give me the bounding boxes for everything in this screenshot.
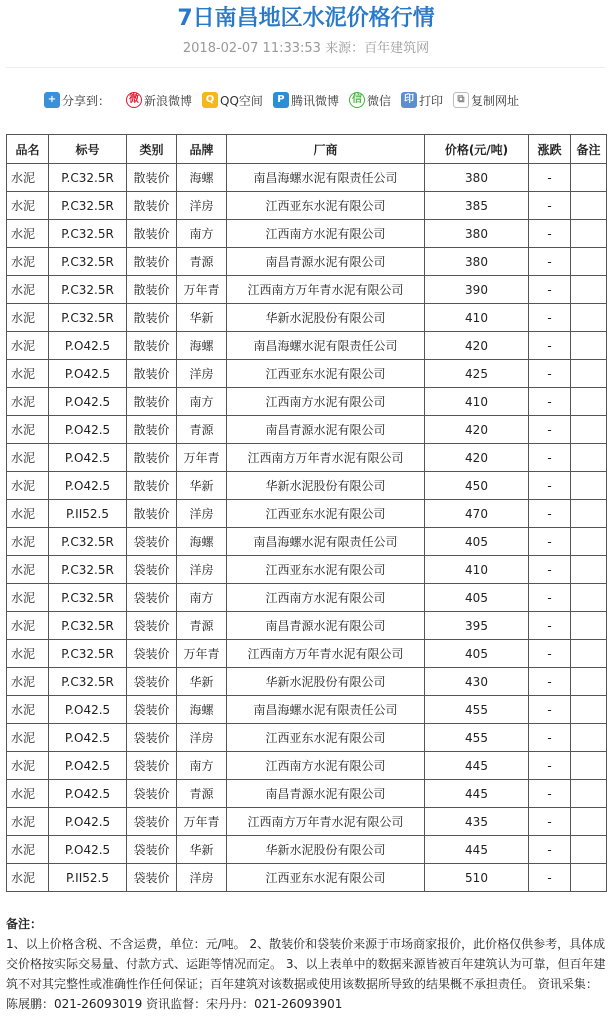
cell-price: 380: [425, 220, 529, 248]
cell-category: 散装价: [127, 276, 177, 304]
wechat-icon: 信: [349, 92, 365, 108]
share-tencent-weibo-label: 腾讯微博: [290, 93, 339, 108]
cell-product: 水泥: [7, 724, 49, 752]
cell-manufacturer: 南昌青源水泥有限公司: [227, 416, 425, 444]
cell-category: 袋装价: [127, 528, 177, 556]
share-qzone-button[interactable]: [202, 92, 263, 109]
cell-brand: 青源: [177, 780, 227, 808]
cell-brand: 南方: [177, 220, 227, 248]
cell-grade: P.C32.5R: [49, 640, 127, 668]
cell-remark: [571, 668, 607, 696]
cell-remark: [571, 528, 607, 556]
cell-product: 水泥: [7, 696, 49, 724]
cell-grade: P.O42.5: [49, 360, 127, 388]
share-tencent-weibo-button[interactable]: [273, 92, 339, 109]
cell-category: 袋装价: [127, 640, 177, 668]
cell-remark: [571, 780, 607, 808]
cell-price: 380: [425, 248, 529, 276]
cell-grade: P.C32.5R: [49, 276, 127, 304]
notes-title: 备注：: [6, 917, 43, 931]
cell-category: 散装价: [127, 388, 177, 416]
print-icon: 印: [401, 92, 417, 108]
cell-grade: P.O42.5: [49, 472, 127, 500]
print-button[interactable]: [401, 92, 443, 109]
cell-category: 袋装价: [127, 612, 177, 640]
page-title: 7日南昌地区水泥价格行情: [177, 6, 435, 31]
cell-product: 水泥: [7, 332, 49, 360]
header-divider: [6, 67, 606, 68]
share-wechat-label: 微信: [366, 93, 391, 108]
cell-brand: 华新: [177, 668, 227, 696]
cell-manufacturer: 南昌海螺水泥有限责任公司: [227, 164, 425, 192]
table-row: [7, 724, 607, 752]
cell-price: 455: [425, 696, 529, 724]
cell-change: -: [529, 808, 571, 836]
cell-price: 410: [425, 556, 529, 584]
cell-product: 水泥: [7, 808, 49, 836]
cell-grade: P.C32.5R: [49, 668, 127, 696]
cell-price: 430: [425, 668, 529, 696]
table-row: [7, 304, 607, 332]
cell-category: 散装价: [127, 248, 177, 276]
col-header-change: 涨跌: [529, 135, 571, 164]
cell-category: 散装价: [127, 332, 177, 360]
cell-grade: P.C32.5R: [49, 304, 127, 332]
cell-change: -: [529, 500, 571, 528]
cell-manufacturer: 江西南方水泥有限公司: [227, 220, 425, 248]
cell-change: -: [529, 696, 571, 724]
table-row: [7, 752, 607, 780]
cell-remark: [571, 220, 607, 248]
cell-change: -: [529, 472, 571, 500]
table-row: [7, 528, 607, 556]
copy-link-label: 复制网址: [470, 93, 519, 108]
table-row: [7, 640, 607, 668]
cell-brand: 青源: [177, 416, 227, 444]
cell-remark: [571, 584, 607, 612]
cell-grade: P.O42.5: [49, 332, 127, 360]
qzone-icon: Q: [202, 92, 218, 108]
cell-grade: P.O42.5: [49, 808, 127, 836]
table-row: [7, 556, 607, 584]
cell-brand: 万年青: [177, 640, 227, 668]
cell-grade: P.O42.5: [49, 696, 127, 724]
cell-manufacturer: 南昌海螺水泥有限责任公司: [227, 696, 425, 724]
cell-manufacturer: 江西亚东水泥有限公司: [227, 500, 425, 528]
cell-manufacturer: 江西南方水泥有限公司: [227, 388, 425, 416]
cell-category: 散装价: [127, 304, 177, 332]
print-label: 打印: [418, 93, 443, 108]
cell-category: 袋装价: [127, 724, 177, 752]
cell-brand: 南方: [177, 752, 227, 780]
cell-brand: 海螺: [177, 164, 227, 192]
col-header-grade: 标号: [49, 135, 127, 164]
cell-category: 散装价: [127, 500, 177, 528]
cell-price: 385: [425, 192, 529, 220]
cell-category: 散装价: [127, 416, 177, 444]
table-row: [7, 276, 607, 304]
cell-category: 散装价: [127, 360, 177, 388]
table-row: [7, 220, 607, 248]
cell-manufacturer: 江西亚东水泥有限公司: [227, 556, 425, 584]
cell-manufacturer: 江西南方万年青水泥有限公司: [227, 444, 425, 472]
cell-manufacturer: 南昌青源水泥有限公司: [227, 612, 425, 640]
share-weibo-button[interactable]: [126, 92, 192, 109]
cell-remark: [571, 416, 607, 444]
cell-price: 425: [425, 360, 529, 388]
table-row: [7, 780, 607, 808]
cell-remark: [571, 192, 607, 220]
cell-remark: [571, 276, 607, 304]
cell-category: 散装价: [127, 220, 177, 248]
cell-change: -: [529, 248, 571, 276]
notes-text: 1、以上价格含税、不含运费，单位：元/吨。 2、散装价和袋装价来源于市场商家报价，此价格仅供参考，具体成交价格按实际交易量、付款方式、运距等情况而定。 3、以上表单中的数据来源皆被百年建筑认为可靠，但百年建筑不对其完整性或准确性作任何保证；百年建筑对该数据或使用该数据所导致的结果概不承担责任。 资讯采集：陈展鹏：021-26093019 资讯监督：宋丹丹：021-26093901: [6, 937, 606, 1011]
cell-brand: 洋房: [177, 864, 227, 892]
cell-change: -: [529, 864, 571, 892]
cell-brand: 华新: [177, 836, 227, 864]
col-header-category: 类别: [127, 135, 177, 164]
cell-category: 散装价: [127, 472, 177, 500]
cell-remark: [571, 472, 607, 500]
cell-manufacturer: 华新水泥股份有限公司: [227, 836, 425, 864]
table-row: [7, 696, 607, 724]
cell-product: 水泥: [7, 612, 49, 640]
cell-price: 420: [425, 416, 529, 444]
cell-brand: 南方: [177, 584, 227, 612]
cell-remark: [571, 304, 607, 332]
cell-product: 水泥: [7, 584, 49, 612]
weibo-icon: 微: [126, 92, 142, 108]
cell-product: 水泥: [7, 248, 49, 276]
cell-grade: P.C32.5R: [49, 584, 127, 612]
cell-price: 420: [425, 444, 529, 472]
cell-remark: [571, 864, 607, 892]
cell-brand: 海螺: [177, 696, 227, 724]
table-row: [7, 192, 607, 220]
cell-remark: [571, 836, 607, 864]
cell-price: 445: [425, 836, 529, 864]
cell-brand: 华新: [177, 304, 227, 332]
cell-grade: P.C32.5R: [49, 192, 127, 220]
cell-price: 405: [425, 584, 529, 612]
cell-grade: P.C32.5R: [49, 220, 127, 248]
cell-change: -: [529, 780, 571, 808]
table-row: [7, 668, 607, 696]
cell-remark: [571, 500, 607, 528]
cell-brand: 万年青: [177, 444, 227, 472]
cell-price: 420: [425, 332, 529, 360]
table-row: [7, 164, 607, 192]
cell-change: -: [529, 360, 571, 388]
share-weibo-label: 新浪微博: [144, 93, 193, 108]
tencent-weibo-icon: P: [273, 92, 289, 108]
cell-category: 散装价: [127, 192, 177, 220]
cell-product: 水泥: [7, 780, 49, 808]
publish-datetime: 2018-02-07 11:33:53: [182, 41, 321, 56]
source-label: 来源：: [325, 41, 365, 56]
table-row: [7, 444, 607, 472]
cell-price: 395: [425, 612, 529, 640]
notes-section: [6, 914, 606, 1014]
cell-brand: 洋房: [177, 724, 227, 752]
table-row: [7, 612, 607, 640]
cell-product: 水泥: [7, 360, 49, 388]
cell-price: 510: [425, 864, 529, 892]
col-header-price: 价格(元/吨): [425, 135, 529, 164]
cell-change: -: [529, 416, 571, 444]
cell-grade: P.C32.5R: [49, 528, 127, 556]
price-table: [6, 134, 607, 892]
cell-product: 水泥: [7, 836, 49, 864]
cell-product: 水泥: [7, 500, 49, 528]
table-row: [7, 584, 607, 612]
cell-change: -: [529, 752, 571, 780]
cell-grade: P.C32.5R: [49, 556, 127, 584]
cell-category: 袋装价: [127, 836, 177, 864]
table-row: [7, 500, 607, 528]
cell-remark: [571, 752, 607, 780]
cell-category: 袋装价: [127, 584, 177, 612]
share-bar: [44, 90, 529, 110]
share-label: 分享到：: [62, 93, 111, 108]
cell-change: -: [529, 612, 571, 640]
cell-change: -: [529, 584, 571, 612]
cell-manufacturer: 江西亚东水泥有限公司: [227, 864, 425, 892]
cell-category: 袋装价: [127, 668, 177, 696]
share-plus-icon: +: [44, 92, 60, 108]
cell-remark: [571, 388, 607, 416]
cell-product: 水泥: [7, 640, 49, 668]
table-row: [7, 248, 607, 276]
cell-manufacturer: 华新水泥股份有限公司: [227, 304, 425, 332]
cell-category: 袋装价: [127, 696, 177, 724]
cell-category: 散装价: [127, 444, 177, 472]
cell-product: 水泥: [7, 556, 49, 584]
source-name: 百年建筑网: [364, 41, 430, 56]
cell-product: 水泥: [7, 276, 49, 304]
cell-change: -: [529, 836, 571, 864]
cell-remark: [571, 640, 607, 668]
cell-change: -: [529, 388, 571, 416]
cell-grade: P.C32.5R: [49, 612, 127, 640]
cell-manufacturer: 江西南方水泥有限公司: [227, 752, 425, 780]
cell-price: 435: [425, 808, 529, 836]
table-row: [7, 472, 607, 500]
copy-link-icon: ⧉: [453, 92, 469, 108]
cell-brand: 万年青: [177, 276, 227, 304]
cell-manufacturer: 江西南方水泥有限公司: [227, 584, 425, 612]
cell-product: 水泥: [7, 416, 49, 444]
cell-change: -: [529, 668, 571, 696]
table-row: [7, 808, 607, 836]
col-header-brand: 品牌: [177, 135, 227, 164]
cell-manufacturer: 江西亚东水泥有限公司: [227, 724, 425, 752]
cell-manufacturer: 江西南方万年青水泥有限公司: [227, 808, 425, 836]
cell-price: 405: [425, 640, 529, 668]
table-row: [7, 332, 607, 360]
cell-product: 水泥: [7, 220, 49, 248]
cell-grade: P.O42.5: [49, 780, 127, 808]
cell-manufacturer: 南昌海螺水泥有限责任公司: [227, 528, 425, 556]
cell-category: 袋装价: [127, 556, 177, 584]
cell-grade: P.O42.5: [49, 444, 127, 472]
cell-change: -: [529, 332, 571, 360]
cell-brand: 洋房: [177, 360, 227, 388]
cell-product: 水泥: [7, 388, 49, 416]
table-row: [7, 864, 607, 892]
cell-brand: 南方: [177, 388, 227, 416]
cell-price: 380: [425, 164, 529, 192]
cell-remark: [571, 360, 607, 388]
cell-product: 水泥: [7, 472, 49, 500]
cell-remark: [571, 332, 607, 360]
cell-grade: P.II52.5: [49, 864, 127, 892]
cell-brand: 洋房: [177, 500, 227, 528]
cell-manufacturer: 江西南方万年青水泥有限公司: [227, 640, 425, 668]
cell-change: -: [529, 444, 571, 472]
cell-remark: [571, 724, 607, 752]
article-meta: [0, 40, 612, 58]
cell-grade: P.O42.5: [49, 752, 127, 780]
cell-price: 445: [425, 752, 529, 780]
cell-remark: [571, 696, 607, 724]
table-header-row: [7, 135, 607, 164]
cell-product: 水泥: [7, 864, 49, 892]
cell-price: 410: [425, 304, 529, 332]
cell-grade: P.O42.5: [49, 416, 127, 444]
cell-change: -: [529, 528, 571, 556]
cell-change: -: [529, 220, 571, 248]
cell-grade: P.C32.5R: [49, 164, 127, 192]
cell-remark: [571, 248, 607, 276]
table-row: [7, 836, 607, 864]
cell-change: -: [529, 304, 571, 332]
share-wechat-button[interactable]: [349, 92, 391, 109]
cell-product: 水泥: [7, 528, 49, 556]
cell-product: 水泥: [7, 668, 49, 696]
cell-manufacturer: 华新水泥股份有限公司: [227, 668, 425, 696]
cell-change: -: [529, 556, 571, 584]
cell-grade: P.O42.5: [49, 836, 127, 864]
table-row: [7, 388, 607, 416]
cell-manufacturer: 华新水泥股份有限公司: [227, 472, 425, 500]
cell-brand: 海螺: [177, 528, 227, 556]
cell-category: 散装价: [127, 164, 177, 192]
cell-grade: P.O42.5: [49, 388, 127, 416]
share-qzone-label: QQ空间: [220, 93, 263, 108]
cell-change: -: [529, 192, 571, 220]
cell-brand: 海螺: [177, 332, 227, 360]
cell-remark: [571, 556, 607, 584]
cell-grade: P.II52.5: [49, 500, 127, 528]
cell-price: 410: [425, 388, 529, 416]
cell-brand: 华新: [177, 472, 227, 500]
cell-change: -: [529, 276, 571, 304]
cell-product: 水泥: [7, 164, 49, 192]
cell-manufacturer: 南昌青源水泥有限公司: [227, 248, 425, 276]
cell-grade: P.O42.5: [49, 724, 127, 752]
cell-category: 袋装价: [127, 808, 177, 836]
cell-change: -: [529, 640, 571, 668]
cell-product: 水泥: [7, 752, 49, 780]
cell-price: 390: [425, 276, 529, 304]
share-label-group[interactable]: [44, 92, 110, 109]
cell-price: 470: [425, 500, 529, 528]
cell-price: 455: [425, 724, 529, 752]
cell-manufacturer: 江西亚东水泥有限公司: [227, 192, 425, 220]
col-header-manufacturer: 厂商: [227, 135, 425, 164]
col-header-remark: 备注: [571, 135, 607, 164]
table-row: [7, 416, 607, 444]
cell-product: 水泥: [7, 444, 49, 472]
cell-category: 袋装价: [127, 864, 177, 892]
cell-remark: [571, 808, 607, 836]
cell-change: -: [529, 164, 571, 192]
col-header-product: 品名: [7, 135, 49, 164]
copy-link-button[interactable]: [453, 92, 519, 109]
cell-brand: 万年青: [177, 808, 227, 836]
table-row: [7, 360, 607, 388]
cell-price: 405: [425, 528, 529, 556]
cell-product: 水泥: [7, 192, 49, 220]
cell-remark: [571, 612, 607, 640]
cell-brand: 青源: [177, 248, 227, 276]
cell-product: 水泥: [7, 304, 49, 332]
cell-remark: [571, 444, 607, 472]
cell-manufacturer: 南昌青源水泥有限公司: [227, 780, 425, 808]
cell-change: -: [529, 724, 571, 752]
cell-category: 袋装价: [127, 752, 177, 780]
cell-price: 450: [425, 472, 529, 500]
cell-manufacturer: 江西南方万年青水泥有限公司: [227, 276, 425, 304]
cell-remark: [571, 164, 607, 192]
cell-manufacturer: 江西亚东水泥有限公司: [227, 360, 425, 388]
cell-brand: 洋房: [177, 556, 227, 584]
cell-category: 袋装价: [127, 780, 177, 808]
cell-brand: 洋房: [177, 192, 227, 220]
cell-grade: P.C32.5R: [49, 248, 127, 276]
cell-price: 445: [425, 780, 529, 808]
cell-brand: 青源: [177, 612, 227, 640]
cell-manufacturer: 南昌海螺水泥有限责任公司: [227, 332, 425, 360]
